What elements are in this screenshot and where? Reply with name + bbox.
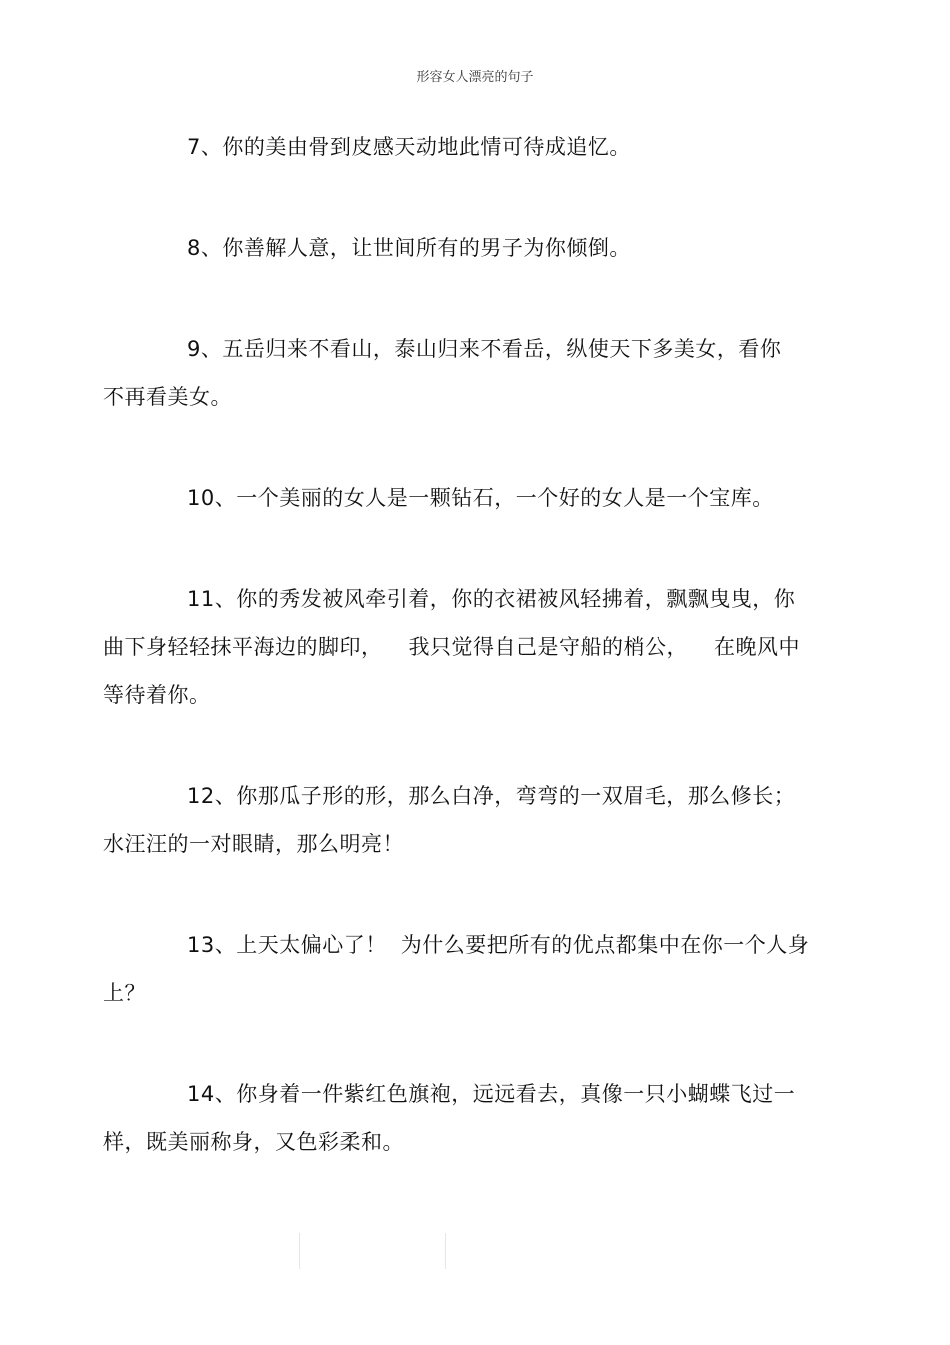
paragraph-12: [103, 772, 810, 868]
paragraph-line: 水汪汪的一对眼睛，那么明亮！: [103, 832, 404, 856]
paragraph-11: [103, 575, 810, 719]
paragraph-13: [103, 921, 810, 1017]
paragraph-line: 7、你的美由骨到皮感天动地此情可待成追忆。: [187, 135, 631, 159]
paragraph-line: 9、五岳归来不看山，泰山归来不看岳，纵使天下多美女，看你: [187, 337, 782, 361]
line-segment: 为什么要把所有的优点都集中在你一个人身: [400, 933, 810, 957]
paragraph-14: [103, 1070, 810, 1166]
paragraph-line: 10、一个美丽的女人是一颗钻石，一个好的女人是一个宝库。: [187, 486, 774, 510]
paragraph-8: [145, 224, 810, 272]
paragraph-line: 8、你善解人意，让世间所有的男子为你倾倒。: [187, 236, 631, 260]
paragraph-line: 不再看美女。: [103, 385, 232, 409]
paragraph-line: [103, 623, 810, 671]
paragraph-line: 上？: [103, 981, 146, 1005]
paragraph-line: 等待着你。: [103, 683, 211, 707]
paragraph-line: 14、你身着一件紫红色旗袍，远远看去，真像一只小蝴蝶飞过一: [187, 1082, 796, 1106]
paragraph-line: 12、你那瓜子形的形，那么白净，弯弯的一双眉毛，那么修长；: [187, 784, 796, 808]
line-segment: 在晚风中: [714, 635, 800, 659]
footer-divider: [299, 1233, 300, 1269]
page-header-title: 形容女人漂亮的句子: [416, 70, 534, 85]
paragraph-7: [145, 123, 810, 171]
document-body: [103, 123, 810, 1219]
footer-divider: [445, 1233, 446, 1269]
paragraph-line: 11、你的秀发被风牵引着，你的衣裙被风轻拂着，飘飘曳曳，你: [187, 587, 796, 611]
paragraph-9: [103, 325, 810, 421]
paragraph-line: 样，既美丽称身，又色彩柔和。: [103, 1130, 404, 1154]
paragraph-10: [145, 474, 810, 522]
line-segment: 13、上天太偏心了！: [187, 933, 387, 957]
paragraph-line: [145, 921, 810, 969]
line-segment: 我只觉得自己是守船的梢公，: [408, 635, 688, 659]
line-segment: 曲下身轻轻抹平海边的脚印，: [103, 635, 383, 659]
